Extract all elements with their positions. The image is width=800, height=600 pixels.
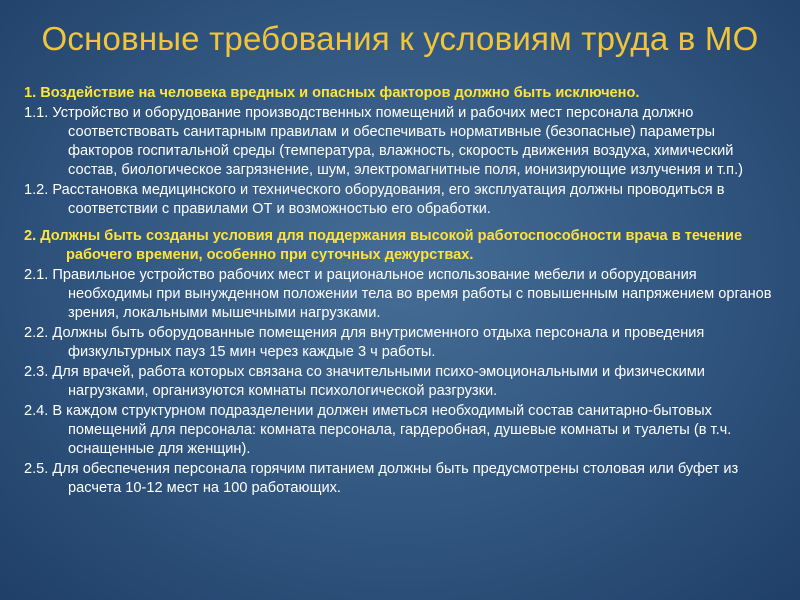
section-1-item: 1.2. Расстановка медицинского и технического оборудования, его эксплуатация должны проводиться в соответствии с правилами ОТ и возможностью его обработки.: [24, 182, 725, 217]
section-2-item: 2.2. Должны быть оборудованные помещения для внутрисменного отдыха персонала и проведения физкультурных пауз 15 мин через каждые 3 ч работы.: [24, 325, 705, 360]
slide-title: Основные требования к условиям труда в МО: [41, 20, 759, 57]
section-2-item: 2.5. Для обеспечения персонала горячим питанием должны быть предусмотрены столовая или буфет из расчета 10-12 мест на 100 работающих.: [24, 461, 739, 496]
section-2-item: 2.3. Для врачей, работа которых связана со значительными психо-эмоциональными и физическими нагрузками, организуются комнаты психологической разгрузки.: [24, 364, 705, 399]
slide-body: [24, 84, 778, 498]
section-2-item: 2.4. В каждом структурном подразделении должен иметься необходимый состав санитарно-бытовых помещений для персонала: комната персонала, гардеробная, душевые комнаты и туалеты (в т.ч. оснащенные для женщин).: [24, 403, 732, 457]
section-2-item: 2.1. Правильное устройство рабочих мест и рациональное использование мебели и оборудования необходимы при вынужденном положении тела во время работы с повышенным напряжением органов зрения, локальными мышечными нагрузками.: [24, 267, 772, 321]
section-1-item: 1.1. Устройство и оборудование производственных помещений и рабочих мест персонала должно соответствовать санитарным правилам и обеспечивать нормативные (безопасные) параметры факторов госпитальной среды (температура, влажность, скорость движения воздуха, химический состав, биологическое загрязнение, шум, электромагнитные поля, ионизирующие излучения и т.п.): [24, 105, 743, 178]
section-2-heading: 2. Должны быть созданы условия для поддержания высокой работоспособности врача в течение рабочего времени, особенно при суточных дежурствах.: [24, 228, 743, 263]
section-1-heading: 1. Воздействие на человека вредных и опасных факторов должно быть исключено.: [24, 85, 640, 101]
